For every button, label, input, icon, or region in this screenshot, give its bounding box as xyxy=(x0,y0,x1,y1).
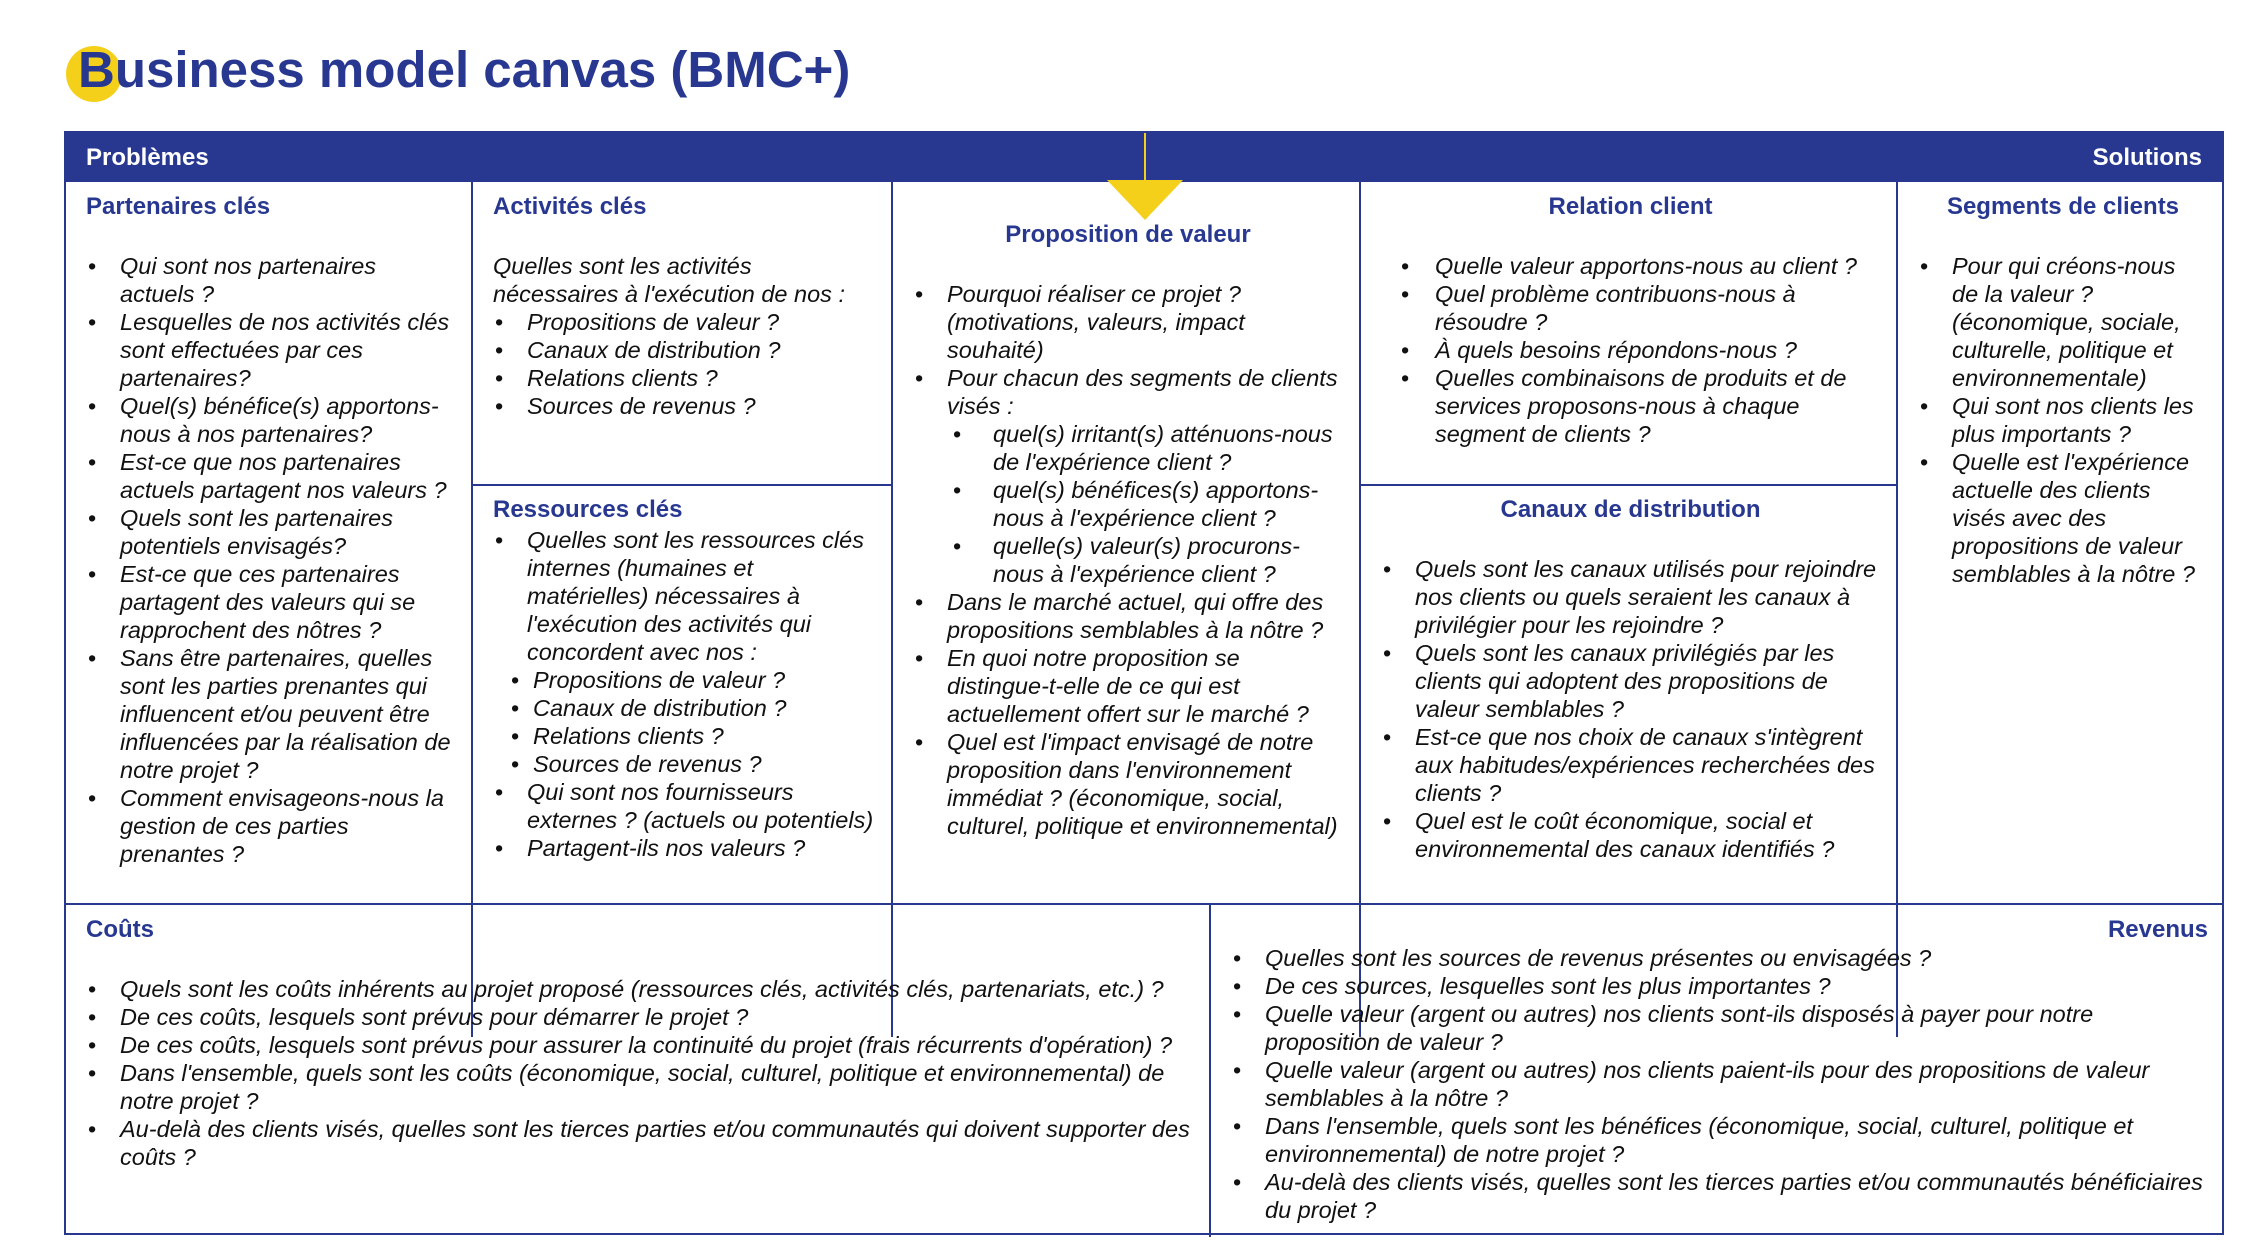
list-item: • Quel est l'impact envisagé de notre proposition dans l'environnement immédiat ? (économique, social, culturel, politique et environnemental) xyxy=(913,728,1343,840)
activites-intro: Quelles sont les activités nécessaires à l'exécution de nos : xyxy=(493,253,845,307)
cell-partenaires-cles xyxy=(66,193,471,868)
ressources-title: Ressources clés xyxy=(493,496,683,523)
cell-segments-clients xyxy=(1898,193,2224,588)
proposition-list xyxy=(913,280,1343,420)
list-item: • Quelle valeur (argent ou autres) nos clients paient-ils pour des propositions de valeur semblables à la nôtre ? xyxy=(1231,1056,2208,1112)
segments-list xyxy=(1918,252,2208,588)
proposition-list-2 xyxy=(913,588,1343,840)
list-item: • Pourquoi réaliser ce projet ? (motivations, valeurs, impact souhaité) xyxy=(913,280,1343,364)
ressources-list-2 xyxy=(493,778,875,862)
list-item: • Sources de revenus ? xyxy=(493,750,875,778)
page-title: Business model canvas (BMC+) xyxy=(78,41,851,98)
couts-title: Coûts xyxy=(86,916,154,943)
list-item: • Qui sont nos clients les plus importants ? xyxy=(1918,392,2208,448)
list-item: • Lesquelles de nos activités clés sont effectuées par ces partenaires? xyxy=(86,308,455,392)
list-item: • Au-delà des clients visés, quelles sont les tierces parties et/ou communautés qui doivent supporter des coûts ? xyxy=(86,1115,1193,1171)
divider-top-bottom xyxy=(66,903,2222,905)
divider-relation-canaux xyxy=(1359,484,1898,486)
list-item: • Propositions de valeur ? xyxy=(493,308,875,336)
list-item: • Au-delà des clients visés, quelles sont les tierces parties et/ou communautés bénéficiaires du projet ? xyxy=(1231,1168,2208,1224)
list-item: • Quelle valeur (argent ou autres) nos clients sont-ils disposés à payer pour notre proposition de valeur ? xyxy=(1231,1000,2208,1056)
activites-title: Activités clés xyxy=(493,193,647,220)
canaux-list xyxy=(1381,555,1880,863)
revenus-list xyxy=(1231,944,2208,1224)
header-solutions: Solutions xyxy=(2092,144,2202,171)
header-problemes: Problèmes xyxy=(86,144,209,171)
list-item: • Pour chacun des segments de clients visés : xyxy=(913,364,1343,420)
list-item: • Canaux de distribution ? xyxy=(493,694,875,722)
list-item: • quelle(s) valeur(s) procurons-nous à l'expérience client ? xyxy=(913,532,1343,588)
header-divider xyxy=(1144,133,1146,182)
list-item: • Quelles combinaisons de produits et de services proposons-nous à chaque segment de clients ? xyxy=(1381,364,1880,448)
divider-activites-ressources xyxy=(471,484,893,486)
list-item: • Quel(s) bénéfice(s) apportons-nous à nos partenaires? xyxy=(86,392,455,448)
list-item: • Quels sont les coûts inhérents au projet proposé (ressources clés, activités clés, partenariats, etc.) ? xyxy=(86,975,1193,1003)
list-item: • Partagent-ils nos valeurs ? xyxy=(493,834,875,862)
list-item: • quel(s) bénéfices(s) apportons-nous à l'expérience client ? xyxy=(913,476,1343,532)
partenaires-title: Partenaires clés xyxy=(86,193,271,220)
revenus-title: Revenus xyxy=(2107,916,2208,943)
list-item: • Qui sont nos fournisseurs externes ? (actuels ou potentiels) xyxy=(493,778,875,834)
list-item: • Quelle est l'expérience actuelle des clients visés avec des propositions de valeur semblables à la nôtre ? xyxy=(1918,448,2208,588)
cell-activites-cles xyxy=(473,193,891,420)
ressources-list xyxy=(493,526,875,666)
list-item: • Quelles sont les sources de revenus présentes ou envisagées ? xyxy=(1231,944,2208,972)
cell-ressources-cles xyxy=(473,496,891,862)
list-item: • Est-ce que ces partenaires partagent des valeurs qui se rapprochent des nôtres ? xyxy=(86,560,455,644)
arrow-down-icon xyxy=(1107,180,1183,220)
list-item: • Qui sont nos partenaires actuels ? xyxy=(86,252,455,308)
cell-relation-client xyxy=(1361,193,1896,448)
header-bar xyxy=(66,133,2222,182)
list-item: • Relations clients ? xyxy=(493,722,875,750)
segments-title: Segments de clients xyxy=(1946,193,2180,220)
list-item: • Sources de revenus ? xyxy=(493,392,875,420)
list-item: • De ces coûts, lesquels sont prévus pour démarrer le projet ? xyxy=(86,1003,1193,1031)
ressources-sublist xyxy=(493,666,875,778)
list-item: • Comment envisageons-nous la gestion de ces parties prenantes ? xyxy=(86,784,455,868)
cell-canaux-distribution xyxy=(1361,496,1896,863)
list-item: • Dans le marché actuel, qui offre des propositions semblables à la nôtre ? xyxy=(913,588,1343,644)
list-item: • De ces sources, lesquelles sont les plus importantes ? xyxy=(1231,972,2208,1000)
list-item: • À quels besoins répondons-nous ? xyxy=(1381,336,1880,364)
relation-title: Relation client xyxy=(1548,193,1713,220)
list-item: • De ces coûts, lesquels sont prévus pour assurer la continuité du projet (frais récurrents d'opération) ? xyxy=(86,1031,1193,1059)
list-item: • Quels sont les partenaires potentiels envisagés? xyxy=(86,504,455,560)
proposition-title: Proposition de valeur xyxy=(1005,221,1251,248)
list-item: • Est-ce que nos partenaires actuels partagent nos valeurs ? xyxy=(86,448,455,504)
list-item: • Propositions de valeur ? xyxy=(493,666,875,694)
list-item: • Quel est le coût économique, social et environnemental des canaux identifiés ? xyxy=(1381,807,1880,863)
cell-proposition-valeur xyxy=(893,221,1359,840)
list-item: • Est-ce que nos choix de canaux s'intègrent aux habitudes/expériences recherchées des clients ? xyxy=(1381,723,1880,807)
list-item: • Dans l'ensemble, quels sont les coûts (économique, social, culturel, politique et environnemental) de notre projet ? xyxy=(86,1059,1193,1115)
list-item: • Quelle valeur apportons-nous au client ? xyxy=(1381,252,1880,280)
list-item: • Canaux de distribution ? xyxy=(493,336,875,364)
list-item: • En quoi notre proposition se distingue-t-elle de ce qui est actuellement offert sur le marché ? xyxy=(913,644,1343,728)
couts-list xyxy=(86,975,1193,1171)
list-item: • Sans être partenaires, quelles sont les parties prenantes qui influencent et/ou peuvent être influencées par la réalisation de notre projet ? xyxy=(86,644,455,784)
list-item: • Dans l'ensemble, quels sont les bénéfices (économique, social, culturel, politique et environnemental) de notre projet ? xyxy=(1231,1112,2208,1168)
list-item: • Pour qui créons-nous de la valeur ? (économique, sociale, culturelle, politique et environnementale) xyxy=(1918,252,2208,392)
relation-list xyxy=(1381,252,1880,448)
list-item: • Quelles sont les ressources clés internes (humaines et matérielles) nécessaires à l'exécution des activités qui concordent avec nos : xyxy=(493,526,875,666)
cell-revenus xyxy=(1211,916,2224,1224)
list-item: • Relations clients ? xyxy=(493,364,875,392)
list-item: • Quel problème contribuons-nous à résoudre ? xyxy=(1381,280,1880,336)
cell-couts xyxy=(66,916,1209,1171)
partenaires-list xyxy=(86,252,455,868)
list-item: • Quels sont les canaux utilisés pour rejoindre nos clients ou quels seraient les canaux à privilégier pour les rejoindre ? xyxy=(1381,555,1880,639)
list-item: • quel(s) irritant(s) atténuons-nous de l'expérience client ? xyxy=(913,420,1343,476)
canvas-frame xyxy=(64,131,2224,1235)
activites-list xyxy=(493,308,875,420)
canaux-title: Canaux de distribution xyxy=(1500,496,1761,523)
list-item: • Quels sont les canaux privilégiés par les clients qui adoptent des propositions de valeur semblables ? xyxy=(1381,639,1880,723)
proposition-sublist xyxy=(913,420,1343,588)
